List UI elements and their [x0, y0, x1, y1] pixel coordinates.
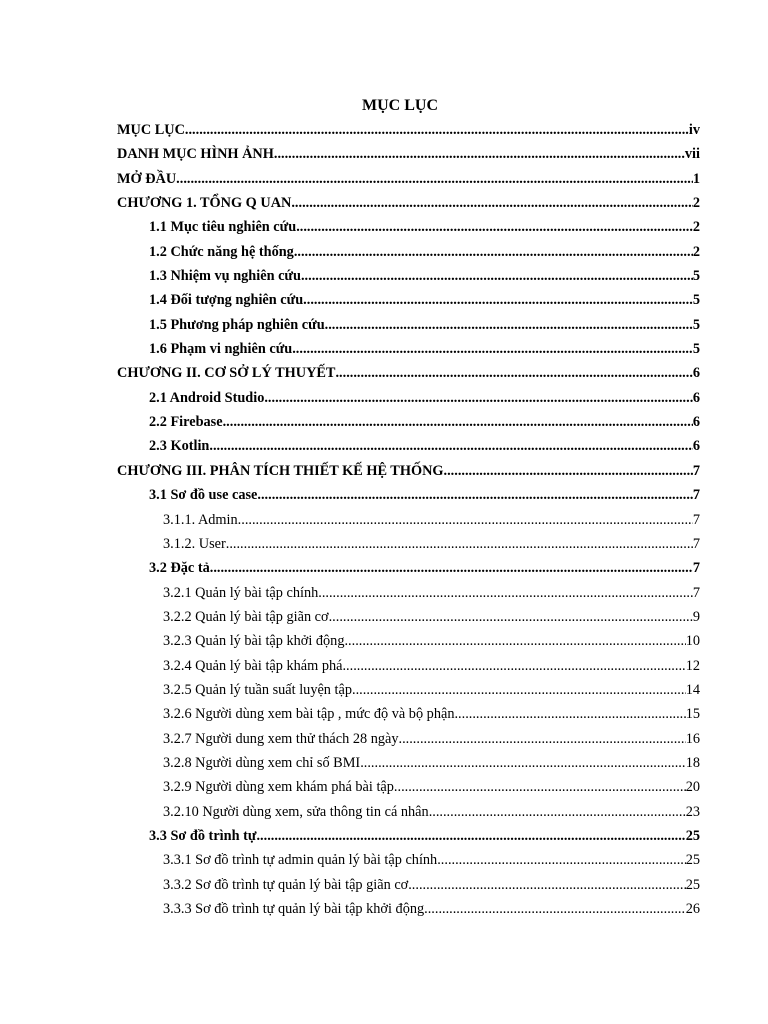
toc-entry[interactable]: [117, 508, 700, 532]
toc-entry-page-number: 23: [685, 803, 700, 820]
dot-leader: [291, 191, 692, 215]
toc-entry-label: 3.2.3 Quản lý bài tập khởi động: [163, 633, 345, 650]
toc-entry-page-number: 9: [692, 608, 700, 625]
toc-entry-page-number: 16: [685, 730, 700, 747]
toc-entry-page-number: 6: [692, 438, 700, 455]
dot-leader: [437, 848, 685, 872]
toc-entry-label: CHƯƠNG 1. TỔNG Q UAN: [117, 195, 292, 212]
toc-entry[interactable]: [117, 897, 700, 921]
dot-leader: [185, 118, 689, 142]
dot-leader: [329, 605, 693, 629]
toc-entry-page-number: 12: [685, 657, 700, 674]
toc-entry[interactable]: [117, 434, 700, 458]
toc-entry-page-number: vii: [684, 146, 700, 163]
toc-entry-page-number: 7: [692, 535, 700, 552]
toc-entry-page-number: 7: [692, 584, 700, 601]
toc-entry-label: 3.2.7 Người dung xem thử thách 28 ngày: [163, 730, 399, 747]
toc-entry-page-number: iv: [688, 122, 700, 138]
dot-leader: [444, 459, 693, 483]
toc-entry-page-number: 7: [692, 462, 700, 479]
toc-entry[interactable]: [117, 191, 700, 215]
toc-entry-page-number: 5: [692, 292, 700, 309]
dot-leader: [238, 508, 693, 532]
dot-leader: [360, 751, 686, 775]
dot-leader: [342, 654, 685, 678]
toc-entry[interactable]: [117, 800, 700, 824]
toc-entry-page-number: 25: [685, 827, 700, 844]
toc-entry[interactable]: [117, 483, 700, 507]
toc-entry-page-number: 25: [685, 876, 700, 893]
toc-entry-label: MỞ ĐẦU: [117, 170, 177, 187]
toc-entry-page-number: 2: [692, 243, 700, 260]
toc-entry[interactable]: [117, 751, 700, 775]
toc-entry-page-number: 25: [685, 852, 700, 869]
dot-leader: [292, 337, 693, 361]
toc-entry-label: 3.2.2 Quản lý bài tập giãn cơ: [163, 608, 329, 625]
dot-leader: [209, 434, 692, 458]
toc-entry-label: 3.3.1 Sơ đồ trình tự admin quản lý bài tập chính: [163, 852, 438, 869]
toc-entry-label: 2.3 Kotlin: [149, 438, 210, 455]
toc-entry[interactable]: [117, 702, 700, 726]
toc-entry[interactable]: [117, 848, 700, 872]
toc-entry-label: 2.1 Android Studio: [149, 389, 265, 406]
toc-entry[interactable]: [117, 581, 700, 605]
toc-entry-page-number: 5: [692, 341, 700, 358]
toc-entry[interactable]: [117, 775, 700, 799]
dot-leader: [294, 240, 693, 264]
dot-leader: [301, 264, 693, 288]
toc-entry[interactable]: [117, 824, 700, 848]
toc-entry[interactable]: [117, 410, 700, 434]
toc-entry-label: 3.1.2. User: [163, 535, 226, 552]
dot-leader: [429, 800, 686, 824]
toc-entry-label: 3.2.9 Người dùng xem khám phá bài tập: [163, 779, 394, 796]
toc-entry[interactable]: [117, 532, 700, 556]
toc-entry[interactable]: [117, 313, 700, 337]
toc-entry-label: 2.2 Firebase: [149, 414, 223, 431]
toc-entry[interactable]: [117, 727, 700, 751]
dot-leader: [296, 215, 693, 239]
toc-entry-page-number: 14: [685, 681, 700, 698]
dot-leader: [344, 629, 685, 653]
toc-entry-page-number: 15: [685, 706, 700, 723]
toc-entry[interactable]: [117, 337, 700, 361]
dot-leader: [352, 678, 686, 702]
dot-leader: [274, 142, 685, 166]
toc-entry-label: 3.2.1 Quản lý bài tập chính: [163, 584, 319, 601]
dot-leader: [454, 702, 685, 726]
toc-entry-label: 1.5 Phương pháp nghiên cứu: [149, 316, 325, 333]
toc-entry[interactable]: [117, 873, 700, 897]
toc-entry-page-number: 1: [692, 170, 700, 187]
toc-entry[interactable]: [117, 678, 700, 702]
toc-entry-page-number: 5: [692, 268, 700, 285]
toc-entry-page-number: 26: [685, 901, 700, 917]
toc-entry-label: 3.2.8 Người dùng xem chỉ số BMI: [163, 754, 361, 771]
toc-entry[interactable]: [117, 264, 700, 288]
toc-entry-label: 3.2.5 Quản lý tuần suất luyện tập: [163, 681, 353, 698]
toc-entry-page-number: 20: [685, 779, 700, 796]
toc-entry-page-number: 7: [692, 511, 700, 528]
toc-entry-page-number: 7: [692, 560, 700, 577]
dot-leader: [394, 775, 686, 799]
dot-leader: [408, 873, 685, 897]
toc-entry-page-number: 7: [692, 487, 700, 504]
toc-entry-page-number: 6: [692, 389, 700, 406]
dot-leader: [325, 313, 693, 337]
dot-leader: [303, 288, 693, 312]
toc-entry-label: 3.2.10 Người dùng xem, sửa thông tin cá nhân: [163, 803, 429, 820]
dot-leader: [318, 581, 693, 605]
toc-entry-label: 1.3 Nhiệm vụ nghiên cứu: [149, 268, 301, 285]
toc-entry-label: 1.2 Chức năng hệ thống: [149, 243, 294, 260]
toc-entry-label: 3.1.1. Admin: [163, 511, 238, 528]
toc-entry-page-number: 5: [692, 316, 700, 333]
toc-entry-label: 3.2.6 Người dùng xem bài tập , mức độ và bộ phận: [163, 706, 455, 723]
toc-entry[interactable]: [117, 215, 700, 239]
toc-entry-page-number: 6: [692, 365, 700, 382]
dot-leader: [399, 727, 686, 751]
toc-entry[interactable]: [117, 240, 700, 264]
dot-leader: [256, 824, 685, 848]
toc-entry-label: DANH MỤC HÌNH ẢNH: [117, 146, 274, 163]
toc-entry-page-number: 10: [685, 633, 700, 650]
toc-entry-label: CHƯƠNG II. CƠ SỞ LÝ THUYẾT: [117, 365, 336, 382]
toc-entry-label: CHƯƠNG III. PHÂN TÍCH THIẾT KẾ HỆ THỐNG: [117, 462, 444, 479]
toc-entry[interactable]: [117, 288, 700, 312]
toc-entry[interactable]: [117, 654, 700, 678]
toc-entry[interactable]: [117, 361, 700, 385]
dot-leader: [226, 532, 693, 556]
toc-entry[interactable]: [117, 386, 700, 410]
toc-entry-page-number: 2: [692, 219, 700, 236]
toc-entry-label: 3.1 Sơ đồ use case: [149, 487, 258, 504]
toc-entry-label: 1.1 Mục tiêu nghiên cứu: [149, 219, 297, 236]
dot-leader: [210, 556, 693, 580]
toc-entry[interactable]: [117, 556, 700, 580]
dot-leader: [176, 167, 693, 191]
toc-entry-page-number: 6: [692, 414, 700, 431]
toc-entry[interactable]: [117, 605, 700, 629]
dot-leader: [264, 386, 692, 410]
toc-entry[interactable]: [117, 459, 700, 483]
toc-entry[interactable]: [117, 167, 700, 191]
table-of-contents: [117, 118, 700, 921]
page-title: MỤC LỤC: [362, 97, 438, 114]
toc-entry-label: 1.4 Đối tượng nghiên cứu: [149, 292, 304, 309]
toc-entry-label: 3.3.3 Sơ đồ trình tự quản lý bài tập khởi động: [163, 901, 425, 917]
dot-leader: [335, 361, 692, 385]
toc-entry[interactable]: [117, 629, 700, 653]
toc-entry-label: 3.3 Sơ đồ trình tự: [149, 827, 257, 844]
dot-leader: [257, 483, 692, 507]
toc-entry[interactable]: [117, 118, 700, 142]
toc-entry-label: 3.2 Đặc tả: [149, 560, 210, 577]
toc-entry-page-number: 2: [692, 195, 700, 212]
dot-leader: [424, 897, 686, 921]
dot-leader: [223, 410, 693, 434]
toc-entry-label: 1.6 Phạm vi nghiên cứu: [149, 341, 293, 358]
toc-entry-label: 3.3.2 Sơ đồ trình tự quản lý bài tập giãn cơ: [163, 876, 409, 893]
toc-entry-page-number: 18: [685, 754, 700, 771]
toc-entry-label: 3.2.4 Quản lý bài tập khám phá: [163, 657, 343, 674]
toc-entry[interactable]: [117, 142, 700, 166]
toc-entry-label: MỤC LỤC: [117, 122, 185, 138]
